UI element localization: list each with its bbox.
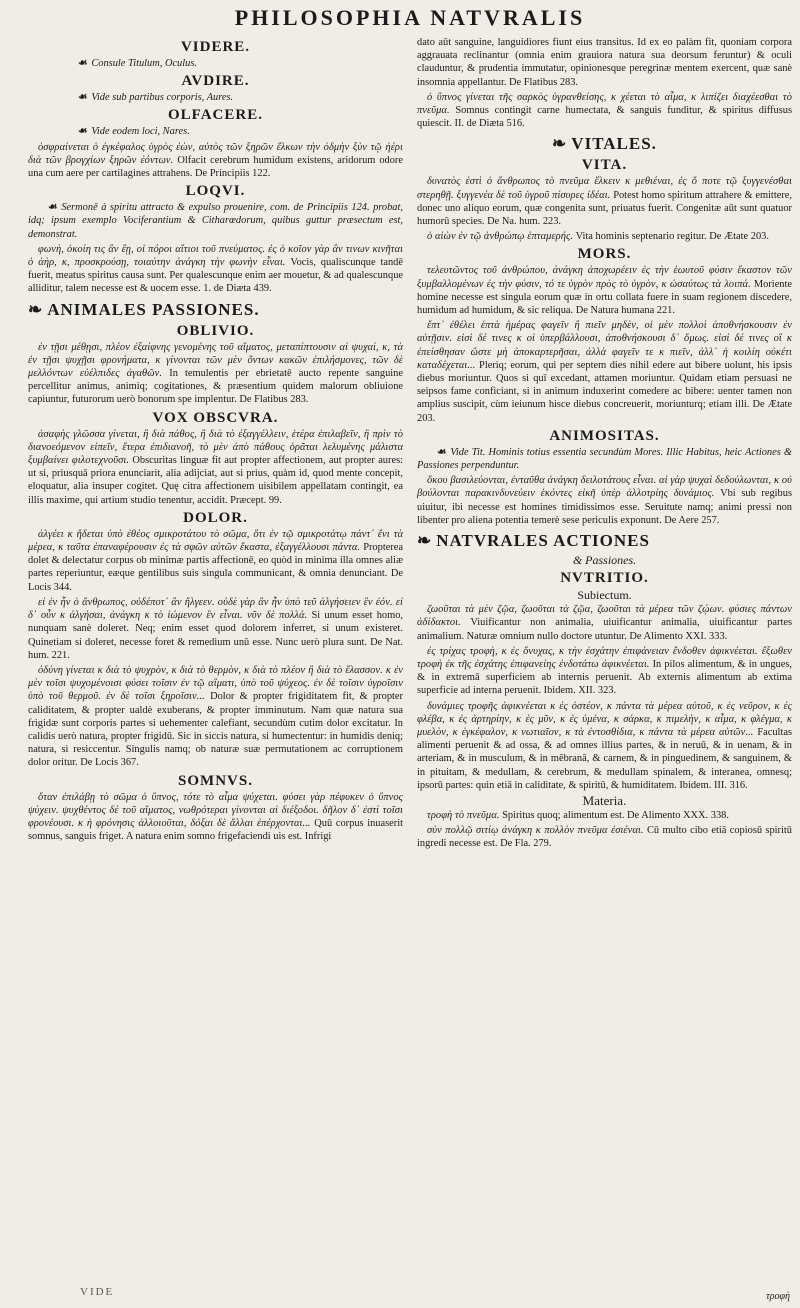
paragraph: τροφὴ τὸ πνεῦμα. Spiritus quoq; alimentum est. De Alimento XXX. 338.: [427, 809, 729, 821]
hand-pointer-icon: ☙: [78, 126, 88, 138]
paragraph: ὅκου βασιλεύονται, ἐνταῦθα ἀνάγκη δειλοτάτους εἶναι. αἱ γὰρ ψυχαὶ δεδούλωνται, κ οὐ βούλονται παρακινδυνεύειν ἑκόντες εἰκῆ ὑπὲρ ἀλλοτρίης δυνάμιος. Vbi sub regibus uiuitur, ibi necesse est homines timidissimos esse. Seruitute namq; animi pressi non libenter pro aliena potentia temerè sese periculis exponunt. De Aere 257.: [417, 475, 792, 526]
paragraph: ☙ Sermonē à spiritu attracto & expulso prouenire, com. de Principiis 124. probat, idq; ipsum exemplo Vociferantium & Citharœdorum, quibus guttur præsectum est, demonstrat.: [28, 202, 403, 240]
paragraph: ὁ αἰὼν ἐν τῷ ἀνθρώπῳ ἑπταμερής. Vita hominis septenario regitur. De Ætate 203.: [427, 231, 769, 243]
paragraph: ὅταν ἐπιλάβῃ τὸ σῶμα ὁ ὕπνος, τότε τὸ αἷμα ψύχεται. φύσει γὰρ πέφυκεν ὁ ὕπνος ψύχειν. ψυχθέντος δὲ τοῦ αἵματος, νωθρότεραι γίνονται αἱ διέξοδοι. δῆλον δ᾽ ἐστὶ τοῖσι φρονέουσι. κ ἡ φρόνησις ἀλλοιοῦται, δόξαι δὲ ἄλλαι ἐπέρχονται... Quū corpus inuaserit somnus, sanguis friget. A natura enim somno frigefaciendi uis est. Infrigi: [28, 791, 403, 843]
heading-naturales: ❧ NATVRALES ACTIONES: [417, 531, 650, 551]
paragraph: φωνὴ, ὁκοίη τις ἂν ἔῃ, οἱ πόροι αἴτιοι τοῦ πνεύματος. ἐς ὁ κοῖον γὰρ ἂν τινων κινῆται ὁ ἀὴρ, κ, προσκρούσῃ, τοιαύτην ἀνάγκη τὴν φωνὴν εἶναι. Vocis, qualiscunque tandē fuerit, meatus spiritus causa sunt. Per qualescunque enim aer mouetur, & ad qualescunque alliditur, talem necesse est & uocem esse. 1. de Diæta 439.: [28, 243, 403, 295]
paragraph: δυνάμιες τροφῆς ἀφικνέεται κ ἐς ὀστέον, κ πάντα τὰ μέρεα αὐτοῦ, κ ἐς νεῦρον, κ ἐς φλέβα, κ ἐς ἀρτηρίην, κ ἐς μῦν, κ ἐς ὑμένα, κ σάρκα, κ πιμελὴν, κ αἷμα, κ φλέγμα, κ μυελὸν, κ ἐγκέφαλον, κ νωτιαῖον, κ τὰ ἐντοσθίδια, κ πάντα τὰ μέρεα αὐτῶν... Facultas alimenti peruenit & ad ossa, & ad omnes illius partes, & in neruū, & in uenam, & in arteriam, & in musculum, & in mēbranā, & carnem, & in pinguedinem, & sanguinem, & in pituitam, & medullam, & cerebrum, & medullam spinalem, & interanea, omnesq; ipsorū partes: quin etiā in caliditate, & spiritū, & humiditatem. Ibidem. III. 316.: [417, 700, 792, 791]
fleuron-icon: ❧: [552, 134, 568, 154]
heading-naturales-sub: & Passiones.: [572, 553, 637, 568]
paragraph: ἀσαφὴς γλῶσσα γίνεται, ἢ διὰ πάθος, ἢ διὰ τὸ ἐξαγγέλλειν, ἑτέρα ἐπιλαβεῖν, ἢ πρὶν τὸ διανοεόμενον εἰπεῖν, ἕτερα ἐπιδιανοῆ, τὸ μὲν ἀπὸ πάθους ὁρᾶται λελυμένης μάλιστα ξυμβαίνει φιλοτεχνοῦσι. Obscuritas linguæ fit aut propter affectionem, aut propter aures: ut si, priusquā priora enunciarit, alia adijciat, aut si prius, quàm id, quod mente concepit, eloquatur, alia insuper cogitet. Quę citra affectionem uisibilem appellatam contingit, ea illis maxime, qui artium studio tenentur, accidit. Præcept. 99.: [28, 428, 403, 506]
paragraph: ὁ ὕπνος γίνεται τῆς σαρκὸς ὑγρανθείσης, κ χέεται τὸ αἷμα, κ λιπίζει διαχέεσθαι τὸ πνεῦμα. Somnus contingit carne humectata, & sanguis funditur, & spiritus diffusus quiescit. II. de Diæta 516.: [417, 91, 792, 130]
footer-signature: VIDE: [80, 1286, 115, 1298]
paragraph: εἰ ἐν ἦν ὁ ἄνθρωπος, οὐδέποτ᾽ ἂν ἤλγεεν. οὐδὲ γὰρ ἂν ἦν ὑπὸ τεῦ ἀλγήσειεν ἓν ἐόν. εἰ δ᾽ οὖν κ ἀλγήσαι, ἀνάγκη κ τὸ ἰώμενον ἓν εἶναι. νῦν δὲ πολλά. Si unum esset homo, nunquam sanè doleret. Neq; enim esset quod dolorem inferret, si unum existeret. Quinetiam si doleret, necesse foret & remedium unū esse. Nunc uerò plura sunt. De Nat. hum. 221.: [28, 596, 403, 661]
heading-subiectum: Subiectum.: [577, 588, 632, 603]
paragraph: ἐν τῇσι μέθῃσι, πλέον ἐξαίφνης γενομένης τοῦ αἵματος, μεταπίπτουσιν αἱ ψυχαὶ, κ, τὰ ἐν τῇσι ψυχῇσι φρονήματα, κ γίνονται τῶν μὲν ὄντων κακῶν ἐπιλήσμονες, τῶν δὲ μελλόντων εὐέλπιδες ἀγαθῶν. In temulentis per ebrietatē aucto repente sanguine percellitur animus, animiq; cogitationes, & præsentium quidem malorum obliuione capiuntur, futurorum uerò bonorum spe implentur. De Flatibus 283.: [28, 341, 403, 406]
heading-mors: MORS.: [577, 246, 632, 263]
heading-somnus: SOMNVS.: [178, 772, 253, 789]
right-column: [417, 36, 792, 1306]
heading-nutritio: NVTRITIO.: [560, 570, 649, 587]
xref-olfacere: ☙ Vide eodem loci, Nares.: [28, 125, 403, 138]
hand-pointer-icon: ☙: [437, 446, 447, 458]
left-column: [28, 36, 403, 1306]
xref-audire: ☙ Vide sub partibus corporis, Aures.: [28, 91, 403, 104]
paragraph: dato aūt sanguine, languidiores fiunt eius transitus. Id ex eo palàm fit, quoniam corpora aggrauata reclinantur (omnia enim grauiora natura sua deorsum feruntur) & oculi clauduntur, & prudentia immutatur, opinionesque peregrinæ mentem exercent, quæ sanè insomnia appellantur. De Flatibus 283.: [417, 37, 792, 88]
hand-pointer-icon: ☙: [78, 92, 88, 104]
heading-animales: ❧ ANIMALES PASSIONES.: [28, 299, 260, 319]
heading-animositas: ANIMOSITAS.: [549, 427, 660, 444]
paragraph: ἀλγέει κ ἥδεται ὑπὸ ἐθέος σμικροτάτου τὸ σῶμα, ὅτι ἐν τῷ σμικροτάτῳ πάντ᾽ ἔνι τὰ μέρεα, κ ταῦτα ἐπαναφέρουσιν ἐς τὰ σφῶν αὐτῶν ἕκαστα, ἐξαγγέλλουσι πάντα. Propterea dolet & delectatur corpus ob minimæ partis affectionē, eo quòd in minima illa omnes aliæ partes reperiuntur, eæque gentilibus suis singula communicant, & omnia denunciant. De Locis 344.: [28, 528, 403, 593]
heading-vox: VOX OBSCVRA.: [152, 409, 279, 426]
paragraph: ☙ Vide Tit. Hominis totius essentia secundùm Mores. Illic Habitus, heic Actiones & Passiones perpenduntur.: [417, 446, 792, 472]
heading-videre: VIDERE.: [180, 39, 251, 55]
heading-loqui: LOQVI.: [185, 183, 246, 200]
heading-materia: Materia.: [582, 792, 627, 808]
paragraph: ὀδύνη γίνεται κ διὰ τὸ ψυχρὸν, κ διὰ τὸ θερμὸν, κ διὰ τὸ πλέον ἢ διὰ τὸ ἔλασσον. κ ἐν μὲν τοῖσι ψυχομένοισι φύσει τοῖσιν ἐν τῷ αἵματι, ὑπὸ τοῦ ψύχεος. ἐν δὲ τοῖσιν ὑγροῖσιν ὑπὸ τοῦ θερμοῦ. ἐν δὲ τοῖσι ξηροῖσιν... Dolor & propter frigiditatem fit, & propter caliditatem, & propter ualdè exuberans, & propter imminutum. Nam quæ natura sua frigidæ sunt corporis partes si uehementer calefiant, secundùm cutim dolor excitatur. In calidis uerò natura, propter frigidū. Sic in siccis natura, si humectentur: in humidis deniq; natura, si resiccentur. Singulis namq; ob naturæ suæ permutationem ac corruptionem dolor oritur. De Locis 367.: [28, 664, 403, 769]
xref-videre: ☙ Consule Titulum, Oculus.: [28, 57, 403, 70]
paragraph: τελευτῶντος τοῦ ἀνθρώπου, ἀνάγκη ἀποχωρέειν ἐς τὴν ἑωυτοῦ φύσιν ἕκαστον τῶν ξυμβαλλομένων ἐς τὴν φύσιν, τό τε ὑγρὸν πρὸς τὸ ὑγρὸν, κ ὡσαύτως τὰ λοιπά. Moriente homine necesse est singula eorum quæ in ortu collata fuere in suam regionem discedere, humidum ad humidum, & sic reliqua. De Natura humana 221.: [417, 265, 792, 317]
paragraph: δυνατὸς ἐστὶ ὁ ἄνθρωπος τὸ πνεῦμα ἕλκειν κ μεθιέναι, ἐς ὅ ποτε τῷ ξυγγενέσθαι στερηθῇ. ξυγγενέα δὲ τοῦ ὑγροῦ πίσυρες ἰδέαι. Potest homo spiritum attrahere & emittere, donec uno aliquo eorum, quæ congenita sunt, priuatus fuerit. Congenitæ aūt sunt quatuor humorū species. De Na. hum. 223.: [417, 176, 792, 228]
text-columns: [28, 36, 792, 1306]
heading-dolor: DOLOR.: [183, 509, 248, 526]
fleuron-icon: ❧: [28, 299, 44, 319]
paragraph: ἔπτ᾽ ἐθέλει ἑπτὰ ἡμέρας φαγεῖν ἢ πιεῖν μηδὲν, οἱ μὲν πολλοὶ ἀποθνήσκουσιν ἐν αὐτῇσιν. εἰσὶ δέ τινες κ οἱ ὑπερβάλλουσι, ἀποθνήσκουσι δ᾽ ὅμως. εἰσὶ δέ τινες οἳ κ ἐπείσθησαν ὥστε μὴ ἀποκαρτερῆσαι, ἀλλὰ φαγεῖν τε κ πιεῖν, ἀλλ᾽ ἡ κοιλίη οὐκέτι καταδέχεται... Pleriq; eorum, qui per septem dies nihil edere aut bibere uolunt, his ipsis diebus moriuntur. Quos si quī excedant, attamen moriuntur. Quidam etiam persuasi ne seipsos fame conficiant, si in animum induxerint comedere ac bibere: uenter tamen non amplius suscipit, cùm ieiunum hisce diebus concreuerit, moriunturq; etiam illi. De Ætate 203.: [417, 320, 792, 424]
paragraph: ὀσφραίνεται ὁ ἐγκέφαλος ὑγρὸς ἐὼν, αὐτὸς τῶν ξηρῶν ἕλκων τὴν ὀδμὴν ξὺν τῷ ἠέρι διὰ τῶν βρογχίων ξηρῶν ἐόντων. Olfacit cerebrum humidum existens, aridorum odore una cum aere per cartilagines attrahens. De Principiis 122.: [28, 141, 403, 180]
hand-pointer-icon: ☙: [48, 202, 58, 214]
heading-olfacere: OLFACERE.: [168, 107, 263, 124]
paragraph: ζωοῦται τὰ μὲν ζῷα, ζωοῦται τὰ ζῷα, ζωοῦται τὰ μέρεα τῶν ζῴων. φύσιες πάντων ἀδίδακτοι. Viuificantur non animalia, uiuificantur animalia, uiuificantur partes animalium. Naturæ omnium nullo doctore utuntur. De Alimento XXI. 333.: [417, 604, 792, 642]
catchword: τροφὴ: [766, 1291, 790, 1302]
running-head: PHILOSOPHIA NATVRALIS: [234, 5, 586, 30]
fleuron-icon: ❧: [417, 531, 433, 551]
heading-audire: AVDIRE.: [181, 73, 250, 90]
heading-oblivio: OBLIVIO.: [176, 322, 255, 339]
heading-vitales: ❧ VITALES.: [552, 134, 657, 154]
heading-vita: VITA.: [581, 157, 628, 174]
paragraph: σὺν πολλῷ σιτίῳ ἀνάγκη κ πολλὸν πνεῦμα ἐσιέναι. Cū multo cibo etiā copiosū spiritū ingredi necesse est. De Fla. 279.: [417, 825, 792, 850]
paragraph: ἐς τρίχας τροφὴ, κ ἐς ὄνυχας, κ τὴν ἐσχάτην ἐπιφάνειαν ἔνδοθεν ἀφικνέεται. ἔξωθεν τροφὴ ἐκ τῆς ἐσχάτης ἐπιφανείης ἐνδοτάτω ἀφικνέεται. In pilos alimentum, & in ungues, & in extremā superficiem ab internis peruenit. Ab externis alimentum ab extima superficie ad interna peruenit. Ibidem. XII. 323.: [417, 645, 792, 697]
hand-pointer-icon: ☙: [78, 58, 88, 69]
